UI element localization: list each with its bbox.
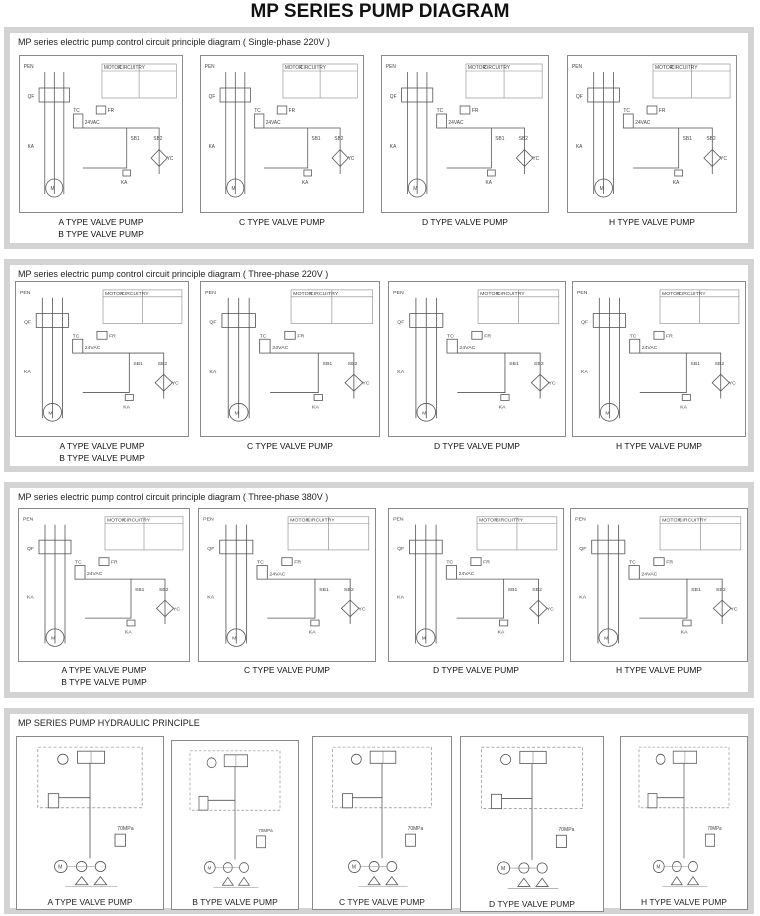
fr-label: FR xyxy=(666,559,674,566)
transformer-symbol xyxy=(437,114,447,128)
circuit-diagram-d xyxy=(388,508,564,662)
sb1-label: SB1 xyxy=(509,361,519,367)
section-hydraulic-principle xyxy=(4,708,754,914)
circuitry-header: CIRCUITRY xyxy=(670,65,698,72)
voltage-label: 24VAC xyxy=(448,120,464,127)
yc-label: YC xyxy=(730,606,738,613)
circuit-diagram-a-b xyxy=(18,508,190,662)
pump-symbol xyxy=(537,863,547,873)
sb2-label: SB2 xyxy=(334,136,344,143)
caption-line: H TYPE VALVE PUMP xyxy=(616,441,702,451)
relief-valve xyxy=(48,794,58,808)
voltage-label: 24VAC xyxy=(641,571,658,578)
voltage-label: 24VAC xyxy=(269,571,286,578)
sb2-label: SB2 xyxy=(159,587,169,593)
section-heading: MP series electric pump control circuit principle diagram ( Three-phase 220V ) xyxy=(18,269,329,279)
ka-coil-label: KA xyxy=(308,629,316,636)
pen-label: PEN xyxy=(393,516,404,523)
tc-label: TC xyxy=(629,333,637,340)
pen-label: PEN xyxy=(577,289,588,296)
circuitry-header: CIRCUITRY xyxy=(483,65,511,72)
motor-label: M xyxy=(58,864,63,871)
sb1-label: SB1 xyxy=(691,586,701,593)
motor-header: MOTOR xyxy=(662,290,681,297)
motor-label: M xyxy=(207,866,212,872)
motor-label: M xyxy=(656,865,661,871)
motor-label: M xyxy=(413,186,418,193)
section-panel xyxy=(10,33,748,243)
diagram-caption xyxy=(200,440,380,452)
pen-label: PEN xyxy=(23,517,34,523)
sb1-label: SB1 xyxy=(682,136,692,143)
diagram-caption xyxy=(567,216,737,228)
caption-line: B TYPE VALVE PUMP xyxy=(61,677,147,687)
ka-label: KA xyxy=(207,594,215,601)
pen-label: PEN xyxy=(205,289,216,296)
circuit-diagram-d xyxy=(388,281,566,437)
relief-valve xyxy=(491,794,501,808)
transformer-symbol xyxy=(630,339,640,353)
diagram-caption xyxy=(19,216,183,240)
section-three-phase-380v xyxy=(4,482,754,698)
pressure-label: 70MPa xyxy=(258,828,273,835)
fr-label: FR xyxy=(109,333,116,340)
circuit-diagram-c xyxy=(200,55,364,213)
yc-label: YC xyxy=(546,606,554,613)
filter-symbol xyxy=(671,877,682,885)
ka-label: KA xyxy=(575,144,583,151)
circuit-diagram-a-b xyxy=(19,55,183,213)
motor-header: MOTOR xyxy=(662,517,682,524)
sb2-label: SB2 xyxy=(157,360,168,367)
voltage-label: 24VAC xyxy=(84,345,101,352)
pressure-label: 70MPa xyxy=(407,826,424,833)
yc-label: YC xyxy=(166,156,174,163)
motor-label: M xyxy=(421,635,427,642)
transformer-symbol xyxy=(73,114,83,128)
circuit-diagram-c xyxy=(200,281,380,437)
circuitry-header: CIRCUITRY xyxy=(309,290,339,297)
qf-label: QF xyxy=(209,319,217,326)
hydraulic-caption: H TYPE VALVE PUMP xyxy=(621,897,747,907)
diagram-caption xyxy=(381,216,549,228)
caption-line: B TYPE VALVE PUMP xyxy=(59,453,145,463)
filter-symbol xyxy=(536,878,548,886)
sb1-label: SB1 xyxy=(322,361,333,367)
section-single-phase-220v xyxy=(4,27,754,249)
ka-label: KA xyxy=(397,594,405,601)
voltage-label: 24VAC xyxy=(641,345,658,352)
sb2-label: SB2 xyxy=(347,361,358,367)
yc-label: YC xyxy=(358,606,366,613)
relief-valve xyxy=(343,794,353,808)
ka-coil-label: KA xyxy=(123,404,130,411)
diagram-caption xyxy=(198,664,376,676)
yc-label: YC xyxy=(173,607,180,613)
motor-header: MOTOR xyxy=(654,65,674,72)
fr-label: FR xyxy=(107,108,115,115)
voltage-label: 24VAC xyxy=(265,120,281,127)
tc-label: TC xyxy=(628,559,636,566)
caption-line: D TYPE VALVE PUMP xyxy=(422,217,508,227)
hydraulic-schematic xyxy=(17,737,163,909)
pen-label: PEN xyxy=(203,516,214,523)
motor-label: M xyxy=(605,410,610,417)
motor-label: M xyxy=(351,864,357,871)
fr-label: FR xyxy=(484,333,492,340)
transformer-symbol xyxy=(447,339,457,353)
relief-valve xyxy=(199,796,208,810)
sb2-label: SB2 xyxy=(343,586,354,593)
sb1-label: SB1 xyxy=(133,360,143,367)
voltage-label: 24VAC xyxy=(458,571,475,578)
tc-label: TC xyxy=(254,108,261,115)
pressure-gauge xyxy=(656,754,665,764)
ka-coil-label: KA xyxy=(672,180,680,187)
hydraulic-caption: A TYPE VALVE PUMP xyxy=(17,897,163,907)
circuit-schematic xyxy=(568,56,736,212)
motor-header: MOTOR xyxy=(105,290,124,297)
sb1-label: SB1 xyxy=(507,586,518,593)
motor-header: MOTOR xyxy=(290,517,310,524)
pen-label: PEN xyxy=(571,64,583,71)
caption-line: H TYPE VALVE PUMP xyxy=(616,665,702,675)
page-title: MP SERIES PUMP DIAGRAM xyxy=(250,1,510,22)
motor-label: M xyxy=(48,410,53,417)
ka-coil-label: KA xyxy=(497,629,505,636)
section-panel xyxy=(10,714,748,908)
tc-label: TC xyxy=(73,108,80,115)
circuit-diagram-h xyxy=(572,281,746,437)
motor-label: M xyxy=(422,410,427,417)
circuit-diagram-h xyxy=(567,55,737,213)
tc-label: TC xyxy=(446,559,454,566)
filter-symbol xyxy=(368,877,380,885)
qf-label: QF xyxy=(579,546,587,552)
caption-line: D TYPE VALVE PUMP xyxy=(434,441,520,451)
pump-symbol xyxy=(95,861,105,871)
ka-coil-label: KA xyxy=(311,404,319,411)
diagram-caption xyxy=(388,664,564,676)
pressure-gauge xyxy=(207,758,216,768)
diagram-caption xyxy=(572,440,746,452)
qf-label: QF xyxy=(24,319,32,326)
sb2-label: SB2 xyxy=(706,136,716,143)
hydraulic-diagram-d xyxy=(460,736,604,912)
fr-label: FR xyxy=(294,559,302,566)
circuit-schematic xyxy=(199,509,375,661)
fr-label: FR xyxy=(297,333,305,340)
pen-label: PEN xyxy=(385,64,396,71)
pen-label: PEN xyxy=(575,516,586,523)
section-three-phase-220v xyxy=(4,259,754,472)
motor-header: MOTOR xyxy=(480,290,500,297)
circuitry-header: CIRCUITRY xyxy=(678,517,707,524)
tc-label: TC xyxy=(75,560,82,566)
caption-line: H TYPE VALVE PUMP xyxy=(609,217,695,227)
ka-label: KA xyxy=(208,144,215,151)
voltage-label: 24VAC xyxy=(459,345,476,352)
circuit-schematic xyxy=(201,282,379,436)
circuit-schematic xyxy=(201,56,363,212)
qf-label: QF xyxy=(207,546,215,552)
ka-coil-label: KA xyxy=(125,630,132,636)
section-heading: MP series electric pump control circuit principle diagram ( Single-phase 220V ) xyxy=(18,37,330,47)
motor-label: M xyxy=(232,635,237,642)
pressure-label: 70MPa xyxy=(707,826,722,833)
ka-label: KA xyxy=(24,368,31,375)
transformer-symbol xyxy=(623,114,633,128)
tc-label: TC xyxy=(72,333,80,340)
transformer-symbol xyxy=(629,566,639,580)
qf-label: QF xyxy=(27,546,34,552)
filter-symbol xyxy=(222,877,233,885)
sb2-label: SB2 xyxy=(153,136,163,143)
ka-coil-label: KA xyxy=(498,404,506,411)
caption-line: C TYPE VALVE PUMP xyxy=(247,441,333,451)
fr-label: FR xyxy=(658,108,666,115)
sb1-label: SB1 xyxy=(135,587,145,593)
qf-label: QF xyxy=(397,546,405,552)
fr-label: FR xyxy=(288,108,296,115)
yc-label: YC xyxy=(347,156,355,163)
caption-line: A TYPE VALVE PUMP xyxy=(59,441,145,451)
yc-label: YC xyxy=(532,156,540,163)
yc-label: YC xyxy=(548,380,556,387)
sb1-label: SB1 xyxy=(690,360,700,367)
pressure-label: 70MPa xyxy=(117,826,134,833)
ka-coil-label: KA xyxy=(121,180,128,187)
section-panel xyxy=(10,265,748,466)
hydraulic-diagram-b xyxy=(171,740,299,910)
circuit-schematic xyxy=(16,282,188,436)
circuit-schematic xyxy=(389,509,563,661)
hydraulic-schematic xyxy=(621,737,747,909)
fr-label: FR xyxy=(666,333,673,340)
hydraulic-schematic xyxy=(313,737,451,909)
transformer-symbol xyxy=(260,339,270,353)
pressure-gauge xyxy=(351,754,361,764)
circuit-schematic xyxy=(19,509,189,661)
yc-label: YC xyxy=(720,156,728,163)
tc-label: TC xyxy=(256,559,264,566)
filter-symbol xyxy=(75,877,88,885)
hydraulic-caption: D TYPE VALVE PUMP xyxy=(461,899,603,909)
ka-label: KA xyxy=(27,144,34,151)
circuitry-header: CIRCUITRY xyxy=(495,517,524,524)
motor-header: MOTOR xyxy=(467,65,487,72)
fr-label: FR xyxy=(483,559,490,566)
motor-label: M xyxy=(599,186,604,193)
diagram-caption xyxy=(200,216,364,228)
ka-coil-label: KA xyxy=(485,180,493,187)
caption-line: A TYPE VALVE PUMP xyxy=(58,217,144,227)
section-heading: MP series electric pump control circuit principle diagram ( Three-phase 380V ) xyxy=(18,492,329,502)
motor-label: M xyxy=(50,186,55,193)
circuit-diagram-h xyxy=(570,508,748,662)
diagram-caption xyxy=(570,664,748,676)
pen-label: PEN xyxy=(20,289,31,296)
circuitry-header: CIRCUITRY xyxy=(119,65,145,72)
section-panel xyxy=(10,488,748,692)
ka-label: KA xyxy=(581,368,588,375)
filter-symbol xyxy=(239,877,250,885)
sb1-label: SB1 xyxy=(495,136,505,143)
circuitry-header: CIRCUITRY xyxy=(306,517,335,524)
qf-label: QF xyxy=(397,319,405,326)
diagram-caption xyxy=(18,664,190,688)
pen-label: PEN xyxy=(204,64,215,71)
diagram-caption xyxy=(388,440,566,452)
tc-label: TC xyxy=(259,333,267,340)
fr-label: FR xyxy=(471,108,479,115)
filter-symbol xyxy=(386,877,398,885)
sb2-label: SB2 xyxy=(715,586,726,593)
ka-label: KA xyxy=(397,368,405,375)
transformer-symbol xyxy=(257,566,267,580)
motor-header: MOTOR xyxy=(293,290,313,297)
filter-symbol xyxy=(94,877,107,885)
sb1-label: SB1 xyxy=(130,136,140,143)
ka-coil-label: KA xyxy=(680,629,688,636)
circuitry-header: CIRCUITRY xyxy=(300,65,326,72)
circuit-schematic xyxy=(20,56,182,212)
circuitry-header: CIRCUITRY xyxy=(123,518,151,524)
hydraulic-diagram-a xyxy=(16,736,164,910)
motor-header: MOTOR xyxy=(479,517,498,524)
motor-header: MOTOR xyxy=(107,518,126,524)
pressure-label: 70MPa xyxy=(558,827,575,834)
qf-label: QF xyxy=(27,94,35,101)
sb1-label: SB1 xyxy=(311,136,321,143)
hydraulic-schematic xyxy=(172,741,298,909)
pressure-gauge xyxy=(501,754,511,764)
tc-label: TC xyxy=(446,333,454,340)
circuit-schematic xyxy=(571,509,747,661)
transformer-symbol xyxy=(254,114,264,128)
motor-header: MOTOR xyxy=(103,65,122,72)
tc-label: TC xyxy=(623,108,630,115)
circuit-diagram-c xyxy=(198,508,376,662)
ka-coil-label: KA xyxy=(302,180,309,187)
voltage-label: 24VAC xyxy=(87,572,103,578)
sb2-label: SB2 xyxy=(714,360,725,367)
motor-header: MOTOR xyxy=(284,65,303,72)
transformer-symbol xyxy=(73,339,83,353)
ka-label: KA xyxy=(579,594,587,601)
hydraulic-schematic xyxy=(461,737,603,911)
caption-line: D TYPE VALVE PUMP xyxy=(433,665,519,675)
voltage-label: 24VAC xyxy=(635,120,651,127)
hydraulic-diagram-h xyxy=(620,736,748,910)
transformer-symbol xyxy=(75,566,85,580)
caption-line: B TYPE VALVE PUMP xyxy=(58,229,144,239)
hydraulic-diagram-c xyxy=(312,736,452,910)
qf-label: QF xyxy=(581,319,589,326)
voltage-label: 24VAC xyxy=(272,345,289,352)
circuit-diagram-a-b xyxy=(15,281,189,437)
tc-label: TC xyxy=(436,108,444,115)
ka-label: KA xyxy=(209,368,217,375)
diagram-caption xyxy=(15,440,189,464)
ka-label: KA xyxy=(389,144,397,151)
yc-label: YC xyxy=(728,380,736,387)
pump-symbol xyxy=(689,861,698,871)
caption-line: A TYPE VALVE PUMP xyxy=(61,665,147,675)
pump-symbol xyxy=(240,863,249,873)
yc-label: YC xyxy=(362,380,370,387)
sb1-label: SB1 xyxy=(319,586,329,593)
circuitry-header: CIRCUITRY xyxy=(121,290,149,297)
motor-label: M xyxy=(604,635,609,642)
pen-label: PEN xyxy=(23,64,34,71)
motor-label: M xyxy=(231,186,236,193)
qf-label: QF xyxy=(208,94,216,101)
motor-label: M xyxy=(51,636,56,642)
section-heading: MP SERIES PUMP HYDRAULIC PRINCIPLE xyxy=(18,718,200,728)
sb2-label: SB2 xyxy=(533,361,544,367)
qf-label: QF xyxy=(575,94,583,101)
qf-label: QF xyxy=(389,94,397,101)
ka-coil-label: KA xyxy=(680,404,687,411)
motor-label: M xyxy=(501,866,506,873)
circuit-diagram-d xyxy=(381,55,549,213)
filter-symbol xyxy=(518,878,530,886)
sb2-label: SB2 xyxy=(532,586,542,593)
circuit-schematic xyxy=(382,56,548,212)
circuit-schematic xyxy=(389,282,565,436)
caption-line: C TYPE VALVE PUMP xyxy=(239,217,325,227)
caption-line: C TYPE VALVE PUMP xyxy=(244,665,330,675)
filter-symbol xyxy=(688,877,699,885)
ka-label: KA xyxy=(27,595,34,601)
motor-label: M xyxy=(234,410,239,417)
relief-valve xyxy=(648,794,657,808)
pressure-gauge xyxy=(58,754,68,764)
yc-label: YC xyxy=(171,380,179,387)
fr-label: FR xyxy=(111,560,118,566)
hydraulic-caption: C TYPE VALVE PUMP xyxy=(313,897,451,907)
pen-label: PEN xyxy=(393,289,404,296)
pump-symbol xyxy=(387,861,397,871)
circuitry-header: CIRCUITRY xyxy=(496,290,525,297)
circuitry-header: CIRCUITRY xyxy=(678,290,706,297)
sb2-label: SB2 xyxy=(518,136,528,143)
circuit-schematic xyxy=(573,282,745,436)
transformer-symbol xyxy=(446,566,456,580)
voltage-label: 24VAC xyxy=(84,120,100,127)
hydraulic-caption: B TYPE VALVE PUMP xyxy=(172,897,298,907)
